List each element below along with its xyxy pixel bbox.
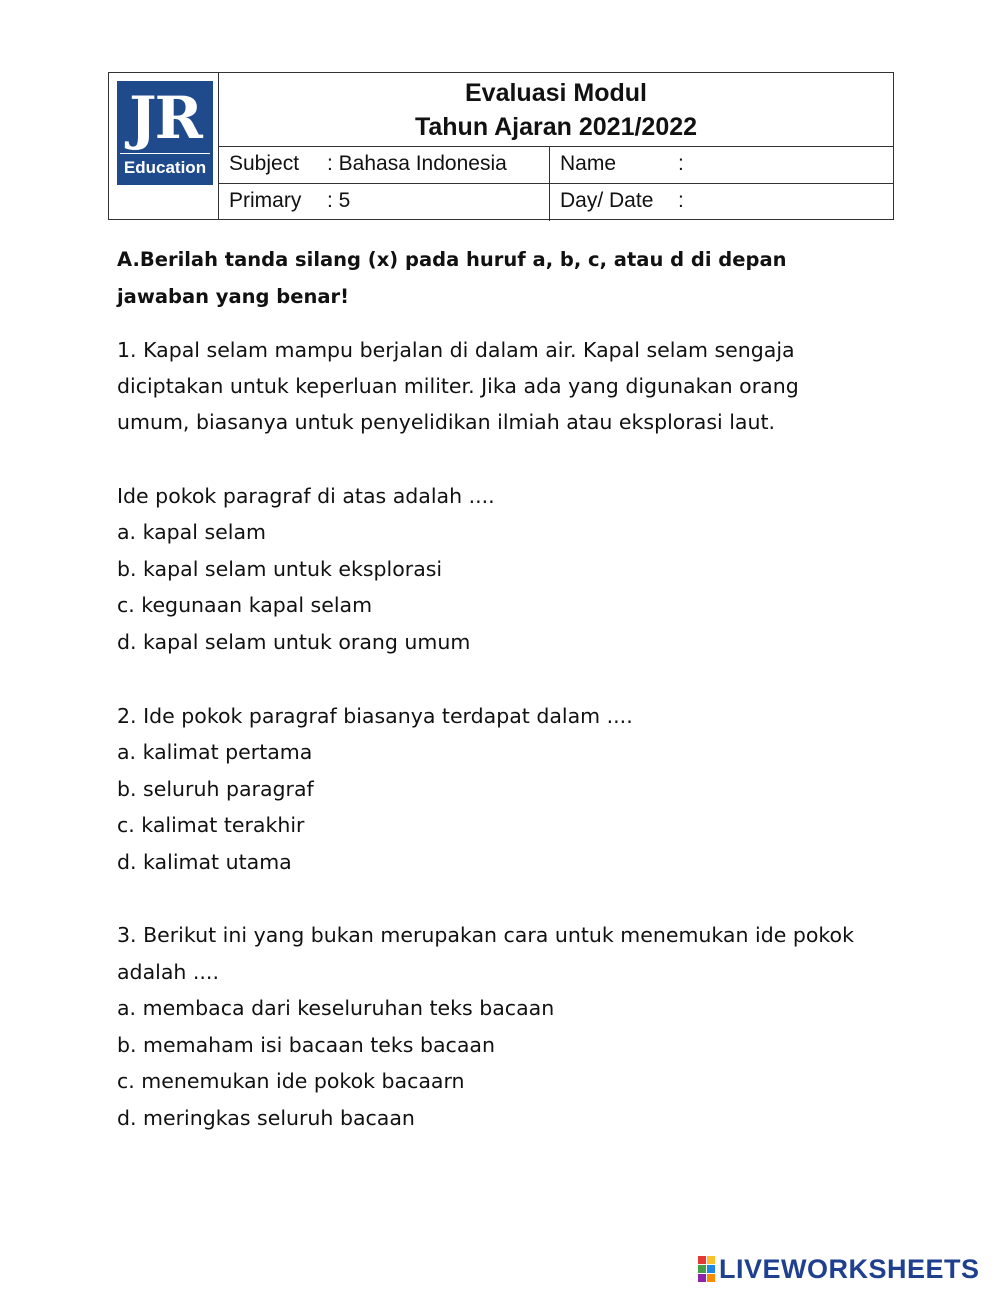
primary-cell [219, 184, 550, 221]
q2-option-c[interactable]: c. kalimat terakhir [117, 813, 305, 837]
q2-option-a[interactable]: a. kalimat pertama [117, 740, 313, 764]
q2-option-d[interactable]: d. kalimat utama [117, 850, 292, 874]
q2-option-b[interactable]: b. seluruh paragraf [117, 777, 314, 801]
q3-prompt-line-2: adalah .... [117, 960, 219, 984]
q1-text-line-2: diciptakan untuk keperluan militer. Jika ada yang digunakan orang [117, 374, 799, 398]
date-label: Day/ Date [560, 189, 654, 212]
header-row-1 [219, 147, 893, 184]
liveworksheets-logo[interactable] [698, 1254, 980, 1284]
q3-option-c[interactable]: c. menemukan ide pokok bacaarn [117, 1069, 465, 1093]
date-value: : [678, 189, 684, 212]
q3-option-a[interactable]: a. membaca dari keseluruhan teks bacaan [117, 996, 555, 1020]
colored-blocks-icon [698, 1256, 715, 1282]
q3-option-d[interactable]: d. meringkas seluruh bacaan [117, 1106, 415, 1130]
instruction-line-1: A.Berilah tanda silang (x) pada huruf a, b, c, atau d di depan [117, 248, 787, 271]
q1-text-line-1: 1. Kapal selam mampu berjalan di dalam air. Kapal selam sengaja [117, 338, 795, 362]
logo-subtext: Education [120, 153, 210, 178]
q1-prompt: Ide pokok paragraf di atas adalah .... [117, 484, 495, 508]
q1-option-b[interactable]: b. kapal selam untuk eksplorasi [117, 557, 443, 581]
name-value: : [678, 152, 684, 175]
name-cell[interactable] [550, 147, 893, 183]
logo-cell [109, 73, 219, 219]
logo-text: JR [129, 84, 201, 152]
page-title [219, 73, 893, 147]
primary-value: : 5 [327, 189, 351, 212]
name-label: Name [560, 152, 617, 175]
title-line-2: Tahun Ajaran 2021/2022 [414, 113, 698, 141]
header-row-2 [219, 184, 893, 221]
q1-text-line-3: umum, biasanya untuk penyelidikan ilmiah atau eksplorasi laut. [117, 410, 776, 434]
brand-text: LIVEWORKSHEETS [719, 1253, 980, 1284]
q3-prompt-line-1: 3. Berikut ini yang bukan merupakan cara untuk menemukan ide pokok [117, 923, 854, 947]
q1-option-d[interactable]: d. kapal selam untuk orang umum [117, 630, 471, 654]
instruction-line-2: jawaban yang benar! [117, 285, 350, 308]
q1-option-a[interactable]: a. kapal selam [117, 520, 266, 544]
jr-education-logo [117, 81, 213, 185]
subject-value: : Bahasa Indonesia [327, 152, 507, 175]
q1-option-c[interactable]: c. kegunaan kapal selam [117, 593, 373, 617]
q3-option-b[interactable]: b. memaham isi bacaan teks bacaan [117, 1033, 495, 1057]
date-cell[interactable] [550, 184, 893, 221]
subject-label: Subject [229, 152, 300, 175]
primary-label: Primary [229, 189, 302, 212]
subject-cell [219, 147, 550, 183]
title-line-1: Evaluasi Modul [465, 79, 647, 107]
q2-prompt: 2. Ide pokok paragraf biasanya terdapat dalam .... [117, 704, 633, 728]
header-table [108, 72, 894, 220]
